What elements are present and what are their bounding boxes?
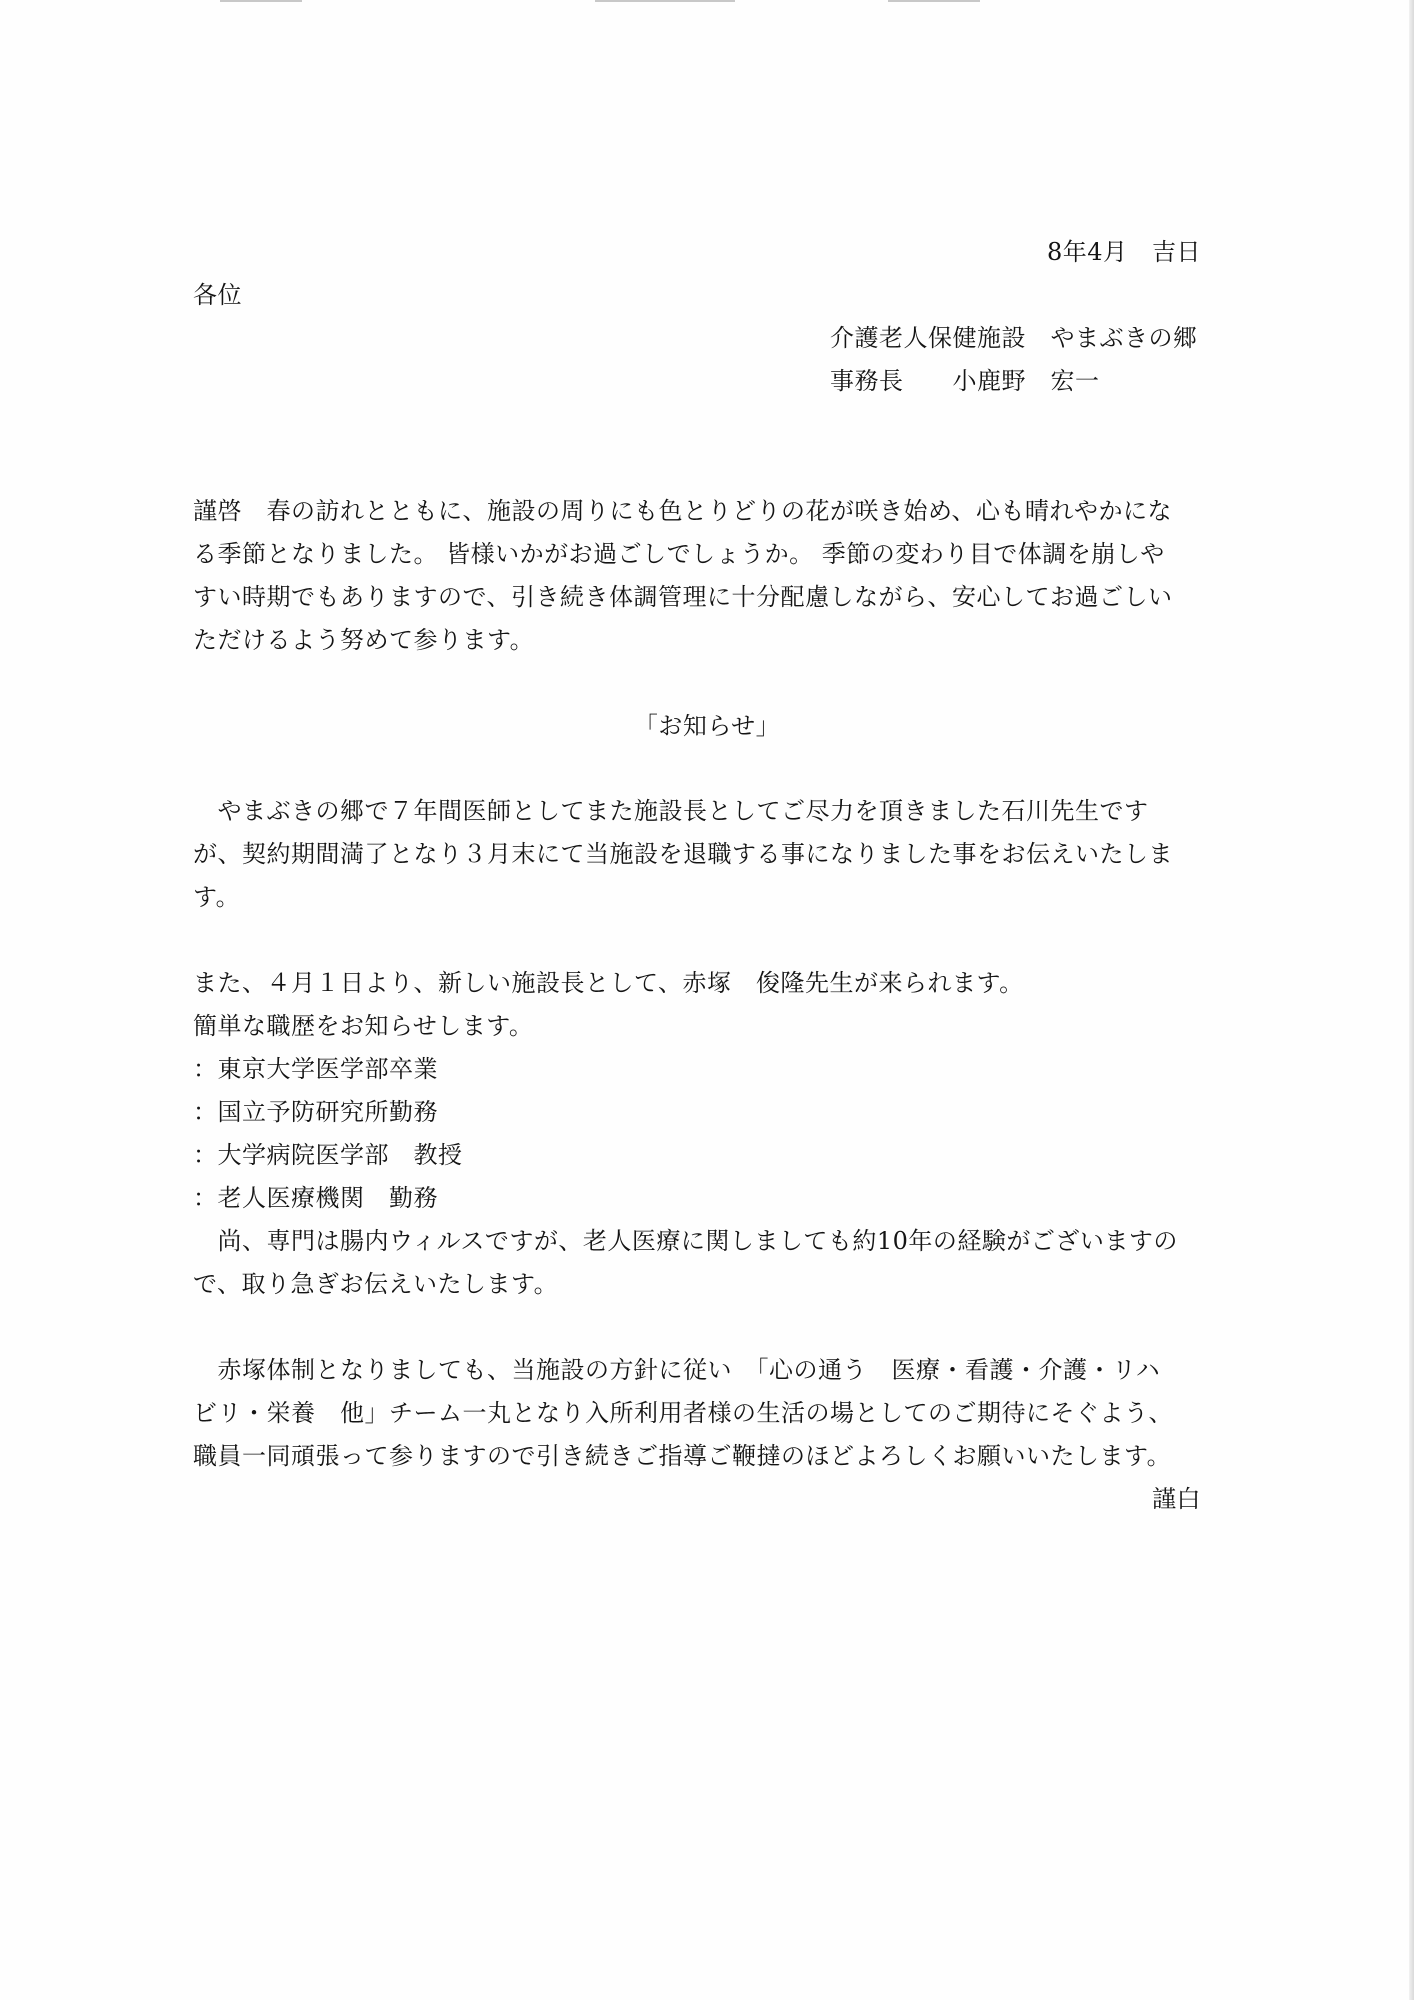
scan-mark <box>595 0 735 2</box>
greeting-line: 謹啓 春の訪れとともに、施設の周りにも色とりどりの花が咲き始め、心も晴れやかにな <box>193 497 1173 525</box>
specialty-line: 尚、専門は腸内ウィルスですが、老人医療に関しましても約10年の経験がございますの <box>193 1227 1178 1255</box>
letter-date: 8年4月 吉日 <box>1046 238 1201 266</box>
sign-off: 謹白 <box>1152 1485 1201 1513</box>
retirement-line: が、契約期間満了となり３月末にて当施設を退職する事になりました事をお伝えいたしま <box>193 840 1173 868</box>
new-director-line: 簡単な職歴をお知らせします。 <box>193 1012 534 1040</box>
addressee: 各位 <box>193 281 242 309</box>
career-item: ：東京大学医学部卒業 <box>193 1055 438 1083</box>
closing-line: ビリ・栄養 他」チーム一丸となり入所利用者様の生活の場としてのご期待にそぐよう、 <box>193 1399 1173 1427</box>
greeting-line: ただけるよう努めて参ります。 <box>193 626 535 654</box>
scan-mark <box>220 0 302 2</box>
retirement-line: す。 <box>193 883 241 911</box>
career-item: ：国立予防研究所勤務 <box>193 1098 438 1126</box>
sender-person: 事務長 小鹿野 宏一 <box>830 367 1100 395</box>
closing-line: 職員一同頑張って参りますので引き続きご指導ご鞭撻のほどよろしくお願いいたします。 <box>193 1442 1172 1470</box>
retirement-line: やまぶきの郷で７年間医師としてまた施設長としてご尽力を頂きました石川先生です <box>193 797 1149 825</box>
greeting-line: すい時期でもありますので、引き続き体調管理に十分配慮しながら、安心してお過ごしい <box>193 583 1173 611</box>
greeting-line: る季節となりました。 皆様いかがお過ごしでしょうか。 季節の変わり目で体調を崩しや <box>193 540 1165 568</box>
career-item: ：大学病院医学部 教授 <box>193 1141 463 1169</box>
scan-mark <box>888 0 980 2</box>
notice-heading: 「お知らせ」 <box>633 712 781 740</box>
career-item: ：老人医療機関 勤務 <box>193 1184 438 1212</box>
sender-organization: 介護老人保健施設 やまぶきの郷 <box>830 324 1198 352</box>
closing-line: 赤塚体制となりましても、当施設の方針に従い 「心の通う 医療・看護・介護・リハ <box>193 1356 1161 1384</box>
new-director-line: また、４月１日より、新しい施設長として、赤塚 俊隆先生が来られます。 <box>193 969 1024 997</box>
scan-edge-shadow <box>1409 0 1414 2000</box>
specialty-line: で、取り急ぎお伝えいたします。 <box>193 1270 559 1298</box>
